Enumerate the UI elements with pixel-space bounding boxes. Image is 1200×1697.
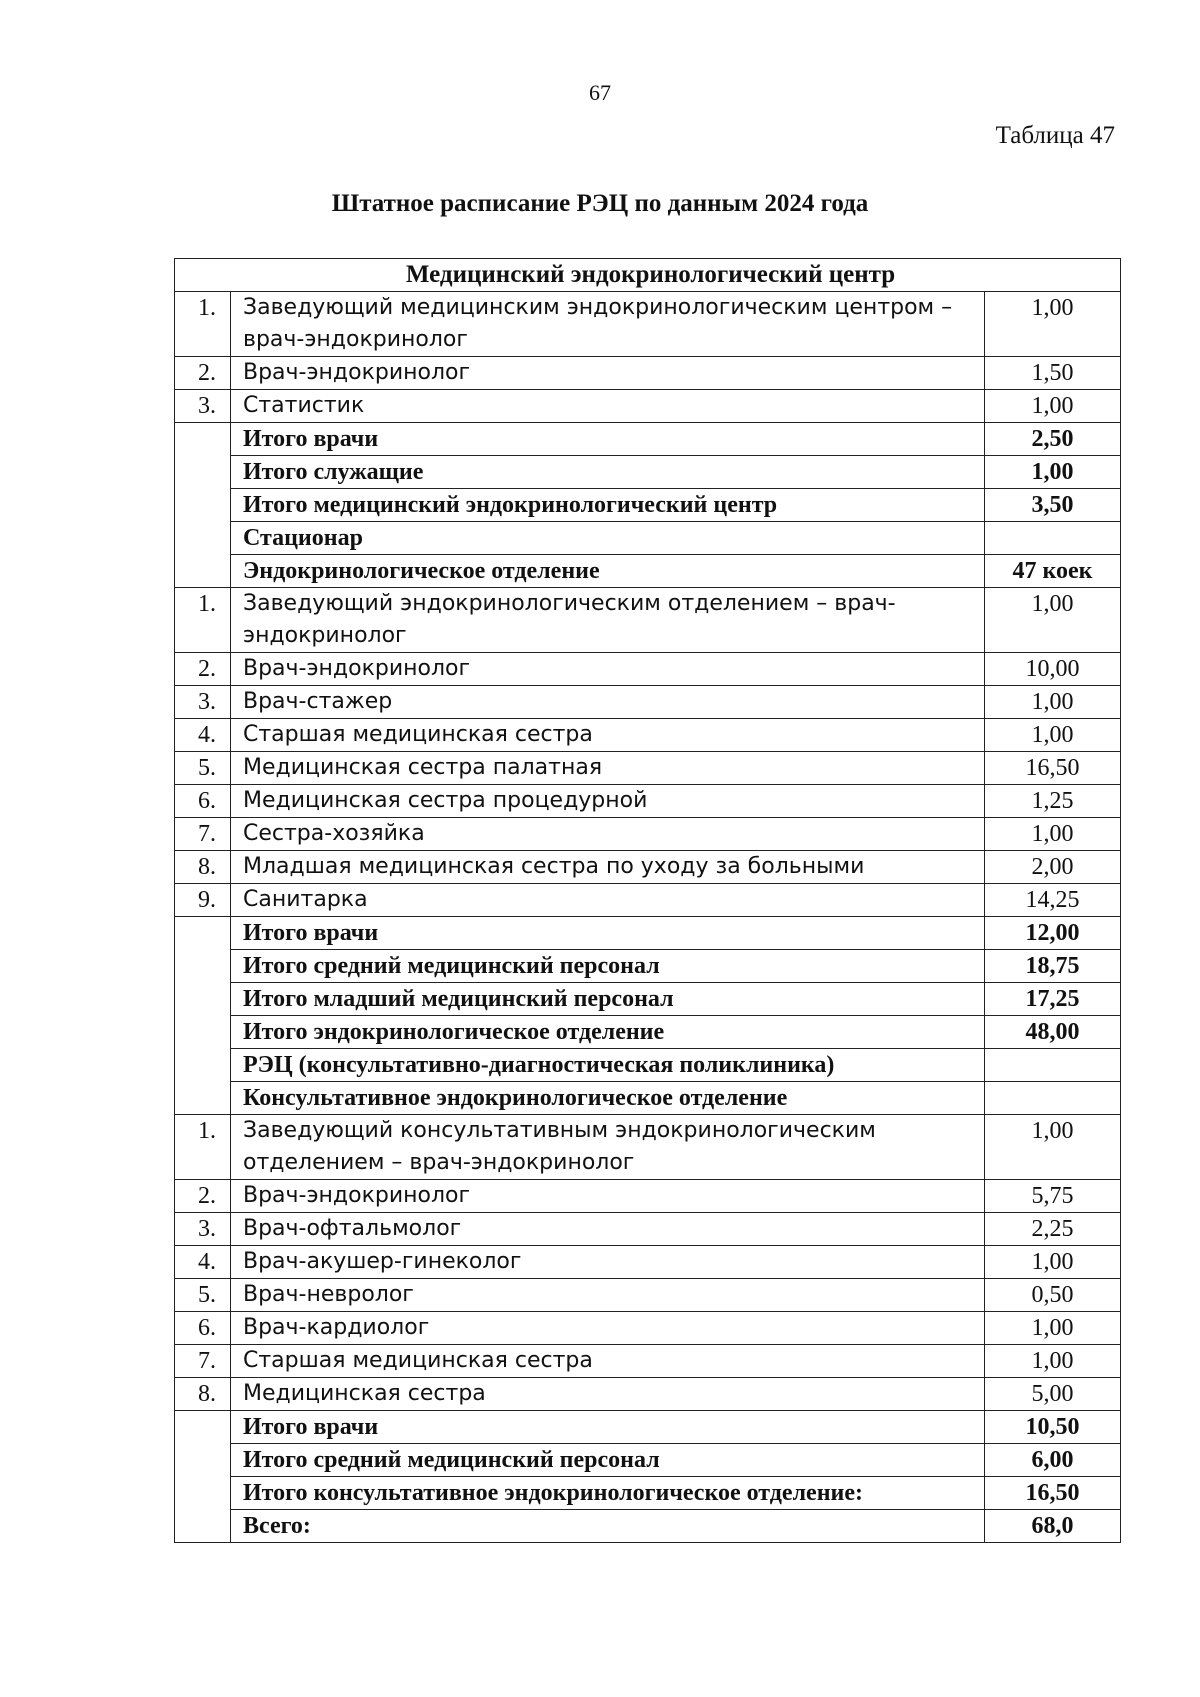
staff-units: [985, 1049, 1121, 1082]
staff-units: 6,00: [985, 1444, 1121, 1477]
row-number: [175, 489, 231, 522]
row-number: [175, 950, 231, 983]
position-name: Заведующий консультативным эндокринологическим отделением – врач-эндокринолог: [231, 1115, 985, 1180]
row-number: 3.: [175, 390, 231, 423]
position-name: Врач-эндокринолог: [231, 357, 985, 390]
table-row: [175, 588, 1121, 653]
row-number: 9.: [175, 884, 231, 917]
table-row: [175, 1345, 1121, 1378]
staff-units: 48,00: [985, 1016, 1121, 1049]
table-row: [175, 1246, 1121, 1279]
position-name: РЭЦ (консультативно-диагностическая поликлиника): [231, 1049, 985, 1082]
position-name: Старшая медицинская сестра: [231, 1345, 985, 1378]
table-row: [175, 752, 1121, 785]
row-number: [175, 1477, 231, 1510]
staff-units: 18,75: [985, 950, 1121, 983]
position-name: Заведующий эндокринологическим отделением – врач-эндокринолог: [231, 588, 985, 653]
position-name: Итого консультативное эндокринологическое отделение:: [231, 1477, 985, 1510]
page-number: 67: [589, 80, 611, 105]
position-name: Всего:: [231, 1510, 985, 1543]
row-number: 7.: [175, 1345, 231, 1378]
row-number: 8.: [175, 851, 231, 884]
row-number: [175, 555, 231, 588]
position-name: Медицинская сестра процедурной: [231, 785, 985, 818]
row-number: 3.: [175, 1213, 231, 1246]
staff-units: 1,00: [985, 818, 1121, 851]
row-number: [175, 1510, 231, 1543]
staff-units: 5,75: [985, 1180, 1121, 1213]
row-number: [175, 522, 231, 555]
position-name: Врач-кардиолог: [231, 1312, 985, 1345]
table-row: [175, 1279, 1121, 1312]
staff-units: 0,50: [985, 1279, 1121, 1312]
table-row: [175, 653, 1121, 686]
table-row: [175, 1312, 1121, 1345]
row-number: [175, 1016, 231, 1049]
position-name: Итого средний медицинский персонал: [231, 1444, 985, 1477]
staff-units: [985, 1082, 1121, 1115]
position-name: Эндокринологическое отделение: [231, 555, 985, 588]
table-row: [175, 917, 1121, 950]
table-row: [175, 456, 1121, 489]
position-name: Итого врачи: [231, 1411, 985, 1444]
staff-units: 1,00: [985, 1312, 1121, 1345]
row-number: [175, 423, 231, 456]
table-row: [175, 423, 1121, 456]
row-number: 4.: [175, 719, 231, 752]
table-row: [175, 1378, 1121, 1411]
row-number: [175, 1444, 231, 1477]
row-number: 5.: [175, 752, 231, 785]
position-name: Итого врачи: [231, 423, 985, 456]
position-name: Сестра-хозяйка: [231, 818, 985, 851]
row-number: 8.: [175, 1378, 231, 1411]
row-number: 2.: [175, 1180, 231, 1213]
table-header-row: [175, 259, 1121, 292]
staff-units: 1,00: [985, 686, 1121, 719]
staff-units: 2,50: [985, 423, 1121, 456]
staff-units: 1,00: [985, 1345, 1121, 1378]
table-row: [175, 785, 1121, 818]
table-row: [175, 1180, 1121, 1213]
position-name: Врач-акушер-гинеколог: [231, 1246, 985, 1279]
table-header: Медицинский эндокринологический центр: [175, 259, 1121, 292]
staff-units: 16,50: [985, 752, 1121, 785]
row-number: [175, 1049, 231, 1082]
row-number: 3.: [175, 686, 231, 719]
row-number: 7.: [175, 818, 231, 851]
row-number: [175, 1411, 231, 1444]
position-name: Итого медицинский эндокринологический центр: [231, 489, 985, 522]
table-row: [175, 292, 1121, 357]
row-number: [175, 456, 231, 489]
position-name: Итого младший медицинский персонал: [231, 983, 985, 1016]
table-row: [175, 1411, 1121, 1444]
position-name: Старшая медицинская сестра: [231, 719, 985, 752]
table-row: [175, 1213, 1121, 1246]
table-row: [175, 1016, 1121, 1049]
staff-units: 2,00: [985, 851, 1121, 884]
table-row: [175, 1510, 1121, 1543]
position-name: Врач-эндокринолог: [231, 653, 985, 686]
staff-units: 1,00: [985, 292, 1121, 357]
table-row: [175, 555, 1121, 588]
position-name: Младшая медицинская сестра по уходу за больными: [231, 851, 985, 884]
row-number: 5.: [175, 1279, 231, 1312]
staff-units: 10,00: [985, 653, 1121, 686]
table-row: [175, 1049, 1121, 1082]
row-number: 2.: [175, 357, 231, 390]
staff-units: 5,00: [985, 1378, 1121, 1411]
staff-units: 1,00: [985, 719, 1121, 752]
position-name: Консультативное эндокринологическое отделение: [231, 1082, 985, 1115]
position-name: Итого средний медицинский персонал: [231, 950, 985, 983]
staff-units: 16,50: [985, 1477, 1121, 1510]
row-number: 4.: [175, 1246, 231, 1279]
table-row: [175, 686, 1121, 719]
table-row: [175, 719, 1121, 752]
staff-units: 1,00: [985, 1115, 1121, 1180]
table-row: [175, 950, 1121, 983]
table-row: [175, 983, 1121, 1016]
staff-units: 68,0: [985, 1510, 1121, 1543]
row-number: [175, 1082, 231, 1115]
position-name: Врач-невролог: [231, 1279, 985, 1312]
staff-units: 1,00: [985, 588, 1121, 653]
table-row: [175, 1477, 1121, 1510]
position-name: Заведующий медицинским эндокринологическим центром – врач-эндокринолог: [231, 292, 985, 357]
staff-units: 1,50: [985, 357, 1121, 390]
staff-units: [985, 522, 1121, 555]
staff-units: 14,25: [985, 884, 1121, 917]
table-row: [175, 357, 1121, 390]
position-name: Врач-стажер: [231, 686, 985, 719]
position-name: Итого эндокринологическое отделение: [231, 1016, 985, 1049]
row-number: 1.: [175, 1115, 231, 1180]
table-row: [175, 522, 1121, 555]
position-name: Медицинская сестра палатная: [231, 752, 985, 785]
table-row: [175, 884, 1121, 917]
row-number: 2.: [175, 653, 231, 686]
staff-units: 10,50: [985, 1411, 1121, 1444]
row-number: [175, 917, 231, 950]
row-number: 6.: [175, 785, 231, 818]
position-name: Медицинская сестра: [231, 1378, 985, 1411]
position-name: Врач-офтальмолог: [231, 1213, 985, 1246]
row-number: 6.: [175, 1312, 231, 1345]
table-row: [175, 818, 1121, 851]
document-title: Штатное расписание РЭЦ по данным 2024 года: [331, 190, 869, 217]
row-number: 1.: [175, 588, 231, 653]
table-label: Таблица 47: [995, 122, 1115, 149]
table-row: [175, 1082, 1121, 1115]
staff-units: 3,50: [985, 489, 1121, 522]
row-number: [175, 983, 231, 1016]
position-name: Стационар: [231, 522, 985, 555]
table-row: [175, 1444, 1121, 1477]
staff-units: 1,25: [985, 785, 1121, 818]
table-row: [175, 390, 1121, 423]
position-name: Итого служащие: [231, 456, 985, 489]
position-name: Статистик: [231, 390, 985, 423]
staff-units: 17,25: [985, 983, 1121, 1016]
table-row: [175, 489, 1121, 522]
position-name: Итого врачи: [231, 917, 985, 950]
position-name: Врач-эндокринолог: [231, 1180, 985, 1213]
staff-units: 2,25: [985, 1213, 1121, 1246]
staff-units: 1,00: [985, 456, 1121, 489]
staffing-table: [174, 258, 1121, 1543]
table-row: [175, 851, 1121, 884]
staff-units: 1,00: [985, 390, 1121, 423]
staff-units: 47 коек: [985, 555, 1121, 588]
row-number: 1.: [175, 292, 231, 357]
staff-units: 12,00: [985, 917, 1121, 950]
staff-units: 1,00: [985, 1246, 1121, 1279]
table-row: [175, 1115, 1121, 1180]
position-name: Санитарка: [231, 884, 985, 917]
